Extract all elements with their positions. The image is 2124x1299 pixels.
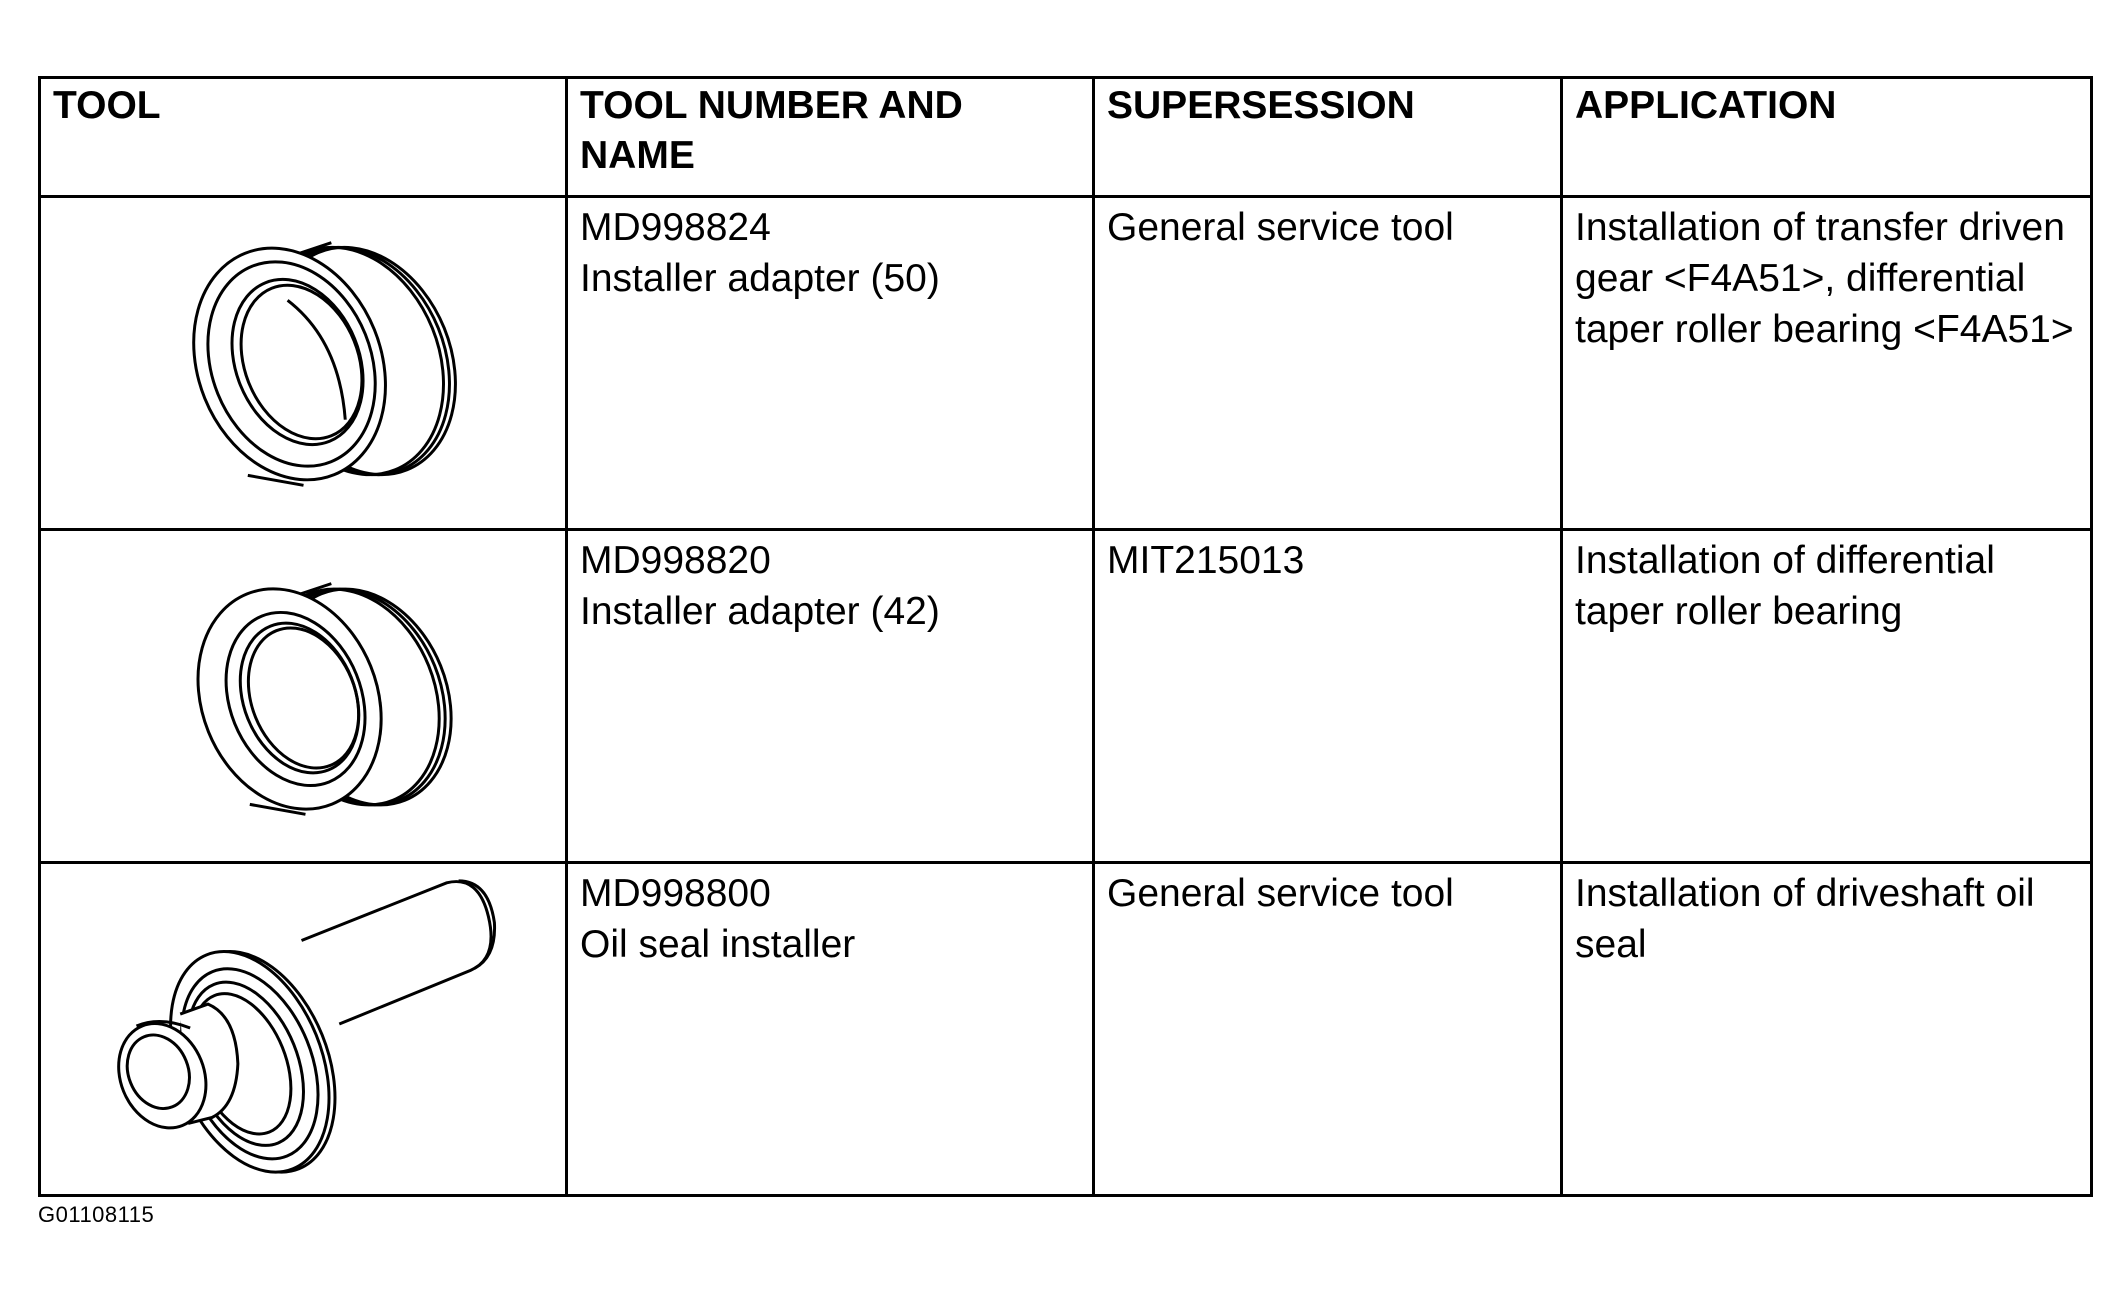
application-cell	[1562, 863, 2092, 1196]
installer-adapter-ring-icon	[41, 531, 565, 861]
supersession-cell: General service tool	[1094, 197, 1562, 530]
tool-number: MD998820	[580, 539, 771, 582]
application-cell	[1562, 530, 2092, 863]
header-supersession: SUPERSESSION	[1094, 78, 1562, 197]
header-tool-number-and-name: TOOL NUMBER AND NAME	[567, 78, 1094, 197]
application-text: Installation of transfer driven gear <F4A51>, differential taper roller bearing <F4A51>	[1575, 206, 2074, 351]
supersession-cell: MIT215013	[1094, 530, 1562, 863]
tool-name: Installer adapter (42)	[580, 590, 940, 633]
table-row	[40, 863, 2092, 1196]
tool-number: MD998824	[580, 206, 771, 249]
tool-name: Oil seal installer	[580, 923, 856, 966]
oil-seal-installer-icon	[41, 864, 565, 1194]
installer-adapter-ring-icon	[41, 198, 565, 528]
tool-image-cell	[40, 197, 567, 530]
tool-name: Installer adapter (50)	[580, 257, 940, 300]
figure-code: G01108115	[38, 1202, 155, 1227]
application-text: Installation of driveshaft oil seal	[1575, 872, 2035, 966]
tool-number-and-name-cell	[567, 863, 1094, 1196]
table-row	[40, 530, 2092, 863]
application-cell	[1562, 197, 2092, 530]
supersession-cell: General service tool	[1094, 863, 1562, 1196]
special-tools-table	[38, 76, 2093, 1197]
header-tool: TOOL	[40, 78, 567, 197]
tool-number: MD998800	[580, 872, 771, 915]
tool-number-and-name-cell	[567, 530, 1094, 863]
application-text: Installation of differential taper roller bearing	[1575, 539, 1995, 633]
header-application: APPLICATION	[1562, 78, 2092, 197]
tool-number-and-name-cell	[567, 197, 1094, 530]
tool-image-cell	[40, 863, 567, 1196]
table-row	[40, 197, 2092, 530]
tool-image-cell	[40, 530, 567, 863]
table-header-row	[40, 78, 2092, 197]
